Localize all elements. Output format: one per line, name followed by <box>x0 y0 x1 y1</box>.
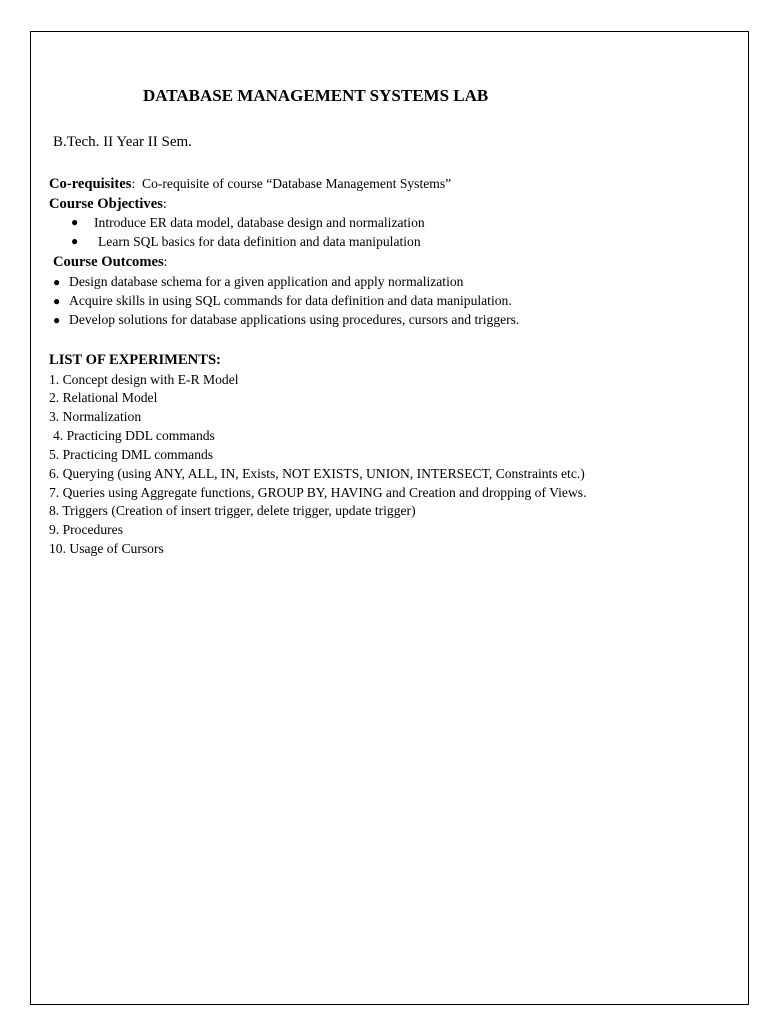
experiment-item: 9. Procedures <box>49 522 123 537</box>
corequisites-separator: : <box>131 176 136 191</box>
bullet-icon: ● <box>53 275 61 289</box>
corequisites-text: Co-requisite of course “Database Management Systems” <box>142 176 452 191</box>
outcome-item: Design database schema for a given application and apply normalization <box>69 274 464 289</box>
objective-item: Learn SQL basics for data definition and data manipulation <box>98 234 421 249</box>
experiment-item: 5. Practicing DML commands <box>49 447 214 462</box>
objectives-heading <box>49 195 167 213</box>
bullet-icon: ● <box>53 294 61 308</box>
experiment-item: 4. Practicing DDL commands <box>53 428 215 443</box>
objectives-label: Course Objectives <box>49 196 163 212</box>
bullet-icon: ● <box>71 234 79 248</box>
experiment-item: 2. Relational Model <box>49 390 158 405</box>
bullet-icon: ● <box>53 313 61 327</box>
outcome-item: Acquire skills in using SQL commands for data definition and data manipulation. <box>69 293 512 308</box>
experiments-heading-label: LIST OF EXPERIMENTS: <box>49 352 221 368</box>
corequisites-line <box>49 175 451 193</box>
experiments-heading <box>49 351 221 369</box>
experiment-item: 7. Queries using Aggregate functions, GROUP BY, HAVING and Creation and dropping of Views. <box>49 485 587 500</box>
outcomes-label: Course Outcomes <box>53 254 164 270</box>
bullet-icon: ● <box>71 215 79 229</box>
experiment-item: 8. Triggers (Creation of insert trigger, delete trigger, update trigger) <box>49 503 416 518</box>
course-semester: B.Tech. II Year II Sem. <box>53 134 192 150</box>
experiment-item: 10. Usage of Cursors <box>49 541 164 556</box>
corequisites-label: Co-requisites <box>49 176 132 192</box>
experiment-item: 1. Concept design with E-R Model <box>49 372 239 387</box>
experiment-item: 3. Normalization <box>49 409 142 424</box>
experiment-item: 6. Querying (using ANY, ALL, IN, Exists, NOT EXISTS, UNION, INTERSECT, Constraints etc.) <box>49 466 585 481</box>
objective-item: Introduce ER data model, database design and normalization <box>94 215 425 230</box>
objectives-separator: : <box>162 196 167 211</box>
outcome-item: Develop solutions for database applications using procedures, cursors and triggers. <box>69 312 520 327</box>
document-title: DATABASE MANAGEMENT SYSTEMS LAB <box>143 86 489 105</box>
outcomes-separator: : <box>163 254 168 269</box>
outcomes-heading <box>53 253 167 271</box>
